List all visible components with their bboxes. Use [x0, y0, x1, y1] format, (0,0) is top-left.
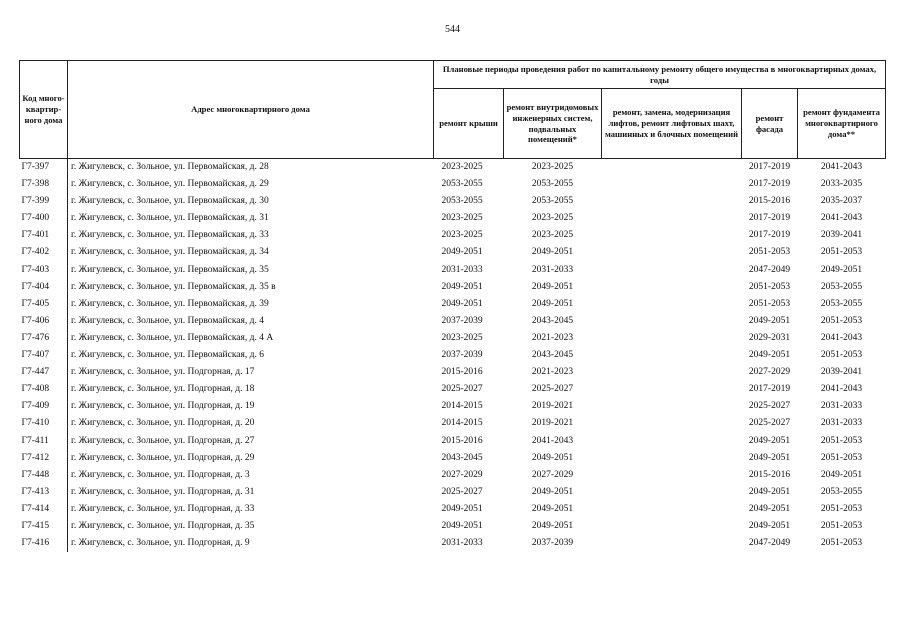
row-elevators — [602, 296, 742, 313]
row-code: Г7-398 — [20, 176, 68, 193]
row-elevators — [602, 501, 742, 518]
table-row — [20, 210, 886, 227]
table-row — [20, 381, 886, 398]
row-address: г. Жигулевск, с. Зольное, ул. Первомайская, д. 28 — [71, 162, 269, 172]
row-code: Г7-404 — [20, 279, 68, 296]
row-foundation: 2051-2053 — [820, 452, 863, 463]
row-code: Г7-410 — [20, 415, 68, 432]
row-elevators — [602, 193, 742, 210]
row-code: Г7-415 — [20, 518, 68, 535]
capital-repair-schedule-table — [19, 60, 886, 552]
row-address: г. Жигулевск, с. Зольное, ул. Первомайская, д. 29 — [71, 179, 269, 190]
row-elevators — [602, 398, 742, 415]
row-elevators — [602, 176, 742, 193]
row-foundation: 2051-2053 — [820, 315, 863, 326]
row-engineering: 2049-2051 — [531, 452, 574, 463]
row-code: Г7-411 — [20, 433, 68, 450]
row-facade: 2049-2051 — [748, 315, 791, 326]
row-elevators — [602, 159, 742, 177]
row-code: Г7-447 — [20, 364, 68, 381]
row-engineering: 2049-2051 — [531, 486, 574, 497]
row-engineering: 2019-2021 — [531, 418, 574, 429]
table-row — [20, 279, 886, 296]
row-foundation: 2051-2053 — [820, 435, 863, 446]
row-engineering: 2019-2021 — [531, 401, 574, 412]
table-row — [20, 518, 886, 535]
row-foundation: 2033-2035 — [820, 179, 863, 190]
row-roof: 2015-2016 — [441, 435, 483, 446]
row-roof: 2053-2055 — [441, 196, 483, 207]
row-engineering: 2049-2051 — [531, 247, 574, 258]
row-engineering: 2053-2055 — [531, 179, 574, 190]
header-facade: ремонт фасада — [742, 89, 798, 159]
row-roof: 2049-2051 — [441, 281, 483, 292]
row-elevators — [602, 227, 742, 244]
row-code: Г7-397 — [20, 159, 68, 177]
row-facade: 2015-2016 — [748, 196, 791, 207]
row-foundation: 2053-2055 — [820, 281, 863, 292]
row-roof: 2049-2051 — [441, 520, 483, 531]
table-row — [20, 364, 886, 381]
table-row — [20, 176, 886, 193]
row-address: г. Жигулевск, с. Зольное, ул. Первомайская, д. 35 — [71, 264, 269, 275]
row-engineering: 2023-2025 — [531, 213, 574, 224]
row-roof: 2049-2051 — [441, 298, 483, 309]
row-code: Г7-405 — [20, 296, 68, 313]
row-foundation: 2041-2043 — [820, 384, 863, 395]
table-row — [20, 501, 886, 518]
row-facade: 2049-2051 — [748, 486, 791, 497]
table-row — [20, 262, 886, 279]
row-facade: 2049-2051 — [748, 520, 791, 531]
row-address: г. Жигулевск, с. Зольное, ул. Подгорная, д. 18 — [71, 384, 255, 395]
row-elevators — [602, 518, 742, 535]
table-row — [20, 193, 886, 210]
row-engineering: 2049-2051 — [531, 520, 574, 531]
row-roof: 2027-2029 — [441, 469, 483, 480]
row-engineering: 2049-2051 — [531, 281, 574, 292]
row-roof: 2023-2025 — [441, 332, 483, 343]
header-code: Код много-квартир-ного дома — [20, 61, 68, 159]
row-foundation: 2053-2055 — [820, 486, 863, 497]
row-facade: 2047-2049 — [748, 264, 791, 275]
row-elevators — [602, 415, 742, 432]
table-row — [20, 313, 886, 330]
row-foundation: 2051-2053 — [820, 350, 863, 361]
row-elevators — [602, 450, 742, 467]
row-code: Г7-409 — [20, 398, 68, 415]
row-roof: 2014-2015 — [441, 418, 483, 429]
row-elevators — [602, 364, 742, 381]
header-elevators: ремонт, замена, модернизация лифтов, ремонт лифтовых шахт, машинных и блочных помещений — [602, 89, 742, 159]
row-foundation: 2051-2053 — [820, 520, 863, 531]
row-elevators — [602, 330, 742, 347]
row-facade: 2017-2019 — [748, 384, 791, 395]
row-engineering: 2037-2039 — [531, 538, 574, 549]
row-address: г. Жигулевск, с. Зольное, ул. Подгорная, д. 17 — [71, 367, 255, 378]
row-address: г. Жигулевск, с. Зольное, ул. Первомайская, д. 4 — [71, 315, 264, 326]
row-roof: 2015-2016 — [441, 367, 483, 378]
header-engineering: ремонт внутридомовых инженерных систем, подвальных помещений* — [504, 89, 602, 159]
row-code: Г7-401 — [20, 227, 68, 244]
header-foundation: ремонт фундамента многоквартирного дома** — [798, 89, 886, 159]
row-foundation: 2049-2051 — [820, 264, 863, 275]
row-roof: 2053-2055 — [441, 179, 483, 190]
row-foundation: 2041-2043 — [820, 162, 863, 172]
row-code: Г7-403 — [20, 262, 68, 279]
row-address: г. Жигулевск, с. Зольное, ул. Подгорная, д. 19 — [71, 401, 255, 412]
row-foundation: 2041-2043 — [820, 213, 863, 224]
table-row — [20, 415, 886, 432]
table-row — [20, 330, 886, 347]
row-roof: 2023-2025 — [441, 230, 483, 241]
row-facade: 2027-2029 — [748, 367, 791, 378]
row-engineering: 2041-2043 — [531, 435, 574, 446]
row-address: г. Жигулевск, с. Зольное, ул. Подгорная, д. 9 — [71, 538, 250, 549]
row-address: г. Жигулевск, с. Зольное, ул. Первомайская, д. 33 — [71, 230, 269, 241]
row-foundation: 2031-2033 — [820, 418, 863, 429]
row-address: г. Жигулевск, с. Зольное, ул. Первомайская, д. 30 — [71, 196, 269, 207]
page-number: 544 — [445, 24, 460, 35]
row-code: Г7-402 — [20, 244, 68, 261]
row-address: г. Жигулевск, с. Зольное, ул. Подгорная, д. 27 — [71, 435, 255, 446]
row-address: г. Жигулевск, с. Зольное, ул. Подгорная, д. 29 — [71, 452, 255, 463]
row-facade: 2049-2051 — [748, 350, 791, 361]
row-engineering: 2023-2025 — [531, 230, 574, 241]
row-code: Г7-448 — [20, 467, 68, 484]
row-engineering: 2025-2027 — [531, 384, 574, 395]
header-address: Адрес многоквартирного дома — [68, 61, 434, 159]
row-foundation: 2035-2037 — [820, 196, 863, 207]
row-roof: 2014-2015 — [441, 401, 483, 412]
row-engineering: 2043-2045 — [531, 315, 574, 326]
row-elevators — [602, 484, 742, 501]
row-address: г. Жигулевск, с. Зольное, ул. Первомайская, д. 31 — [71, 213, 269, 224]
row-engineering: 2053-2055 — [531, 196, 574, 207]
row-address: г. Жигулевск, с. Зольное, ул. Первомайская, д. 39 — [71, 298, 269, 309]
row-engineering: 2027-2029 — [531, 469, 574, 480]
row-roof: 2023-2025 — [441, 213, 483, 224]
row-code: Г7-407 — [20, 347, 68, 364]
row-elevators — [602, 535, 742, 552]
row-facade: 2049-2051 — [748, 452, 791, 463]
row-foundation: 2051-2053 — [820, 503, 863, 514]
row-address: г. Жигулевск, с. Зольное, ул. Подгорная, д. 35 — [71, 520, 255, 531]
row-facade: 2051-2053 — [748, 281, 791, 292]
row-code: Г7-400 — [20, 210, 68, 227]
table-row — [20, 433, 886, 450]
table-row — [20, 244, 886, 261]
row-engineering: 2021-2023 — [531, 332, 574, 343]
row-address: г. Жигулевск, с. Зольное, ул. Первомайская, д. 34 — [71, 247, 269, 258]
row-code: Г7-413 — [20, 484, 68, 501]
row-code: Г7-476 — [20, 330, 68, 347]
row-engineering: 2023-2025 — [531, 162, 574, 172]
row-facade: 2029-2031 — [748, 332, 791, 343]
row-elevators — [602, 262, 742, 279]
row-foundation: 2039-2041 — [820, 230, 863, 241]
row-facade: 2049-2051 — [748, 435, 791, 446]
row-code: Г7-408 — [20, 381, 68, 398]
row-address: г. Жигулевск, с. Зольное, ул. Подгорная, д. 3 — [71, 469, 250, 480]
table-row — [20, 450, 886, 467]
row-roof: 2037-2039 — [441, 315, 483, 326]
row-facade: 2017-2019 — [748, 162, 791, 172]
row-facade: 2051-2053 — [748, 247, 791, 258]
row-elevators — [602, 347, 742, 364]
row-address: г. Жигулевск, с. Зольное, ул. Первомайская, д. 4 А — [71, 332, 274, 343]
row-engineering: 2049-2051 — [531, 298, 574, 309]
row-code: Г7-416 — [20, 535, 68, 552]
row-code: Г7-412 — [20, 450, 68, 467]
row-roof: 2031-2033 — [441, 264, 483, 275]
row-elevators — [602, 244, 742, 261]
row-foundation: 2039-2041 — [820, 367, 863, 378]
row-address: г. Жигулевск, с. Зольное, ул. Подгорная, д. 31 — [71, 486, 255, 497]
row-facade: 2015-2016 — [748, 469, 791, 480]
row-roof: 2049-2051 — [441, 247, 483, 258]
row-facade: 2051-2053 — [748, 298, 791, 309]
row-roof: 2025-2027 — [441, 486, 483, 497]
row-code: Г7-414 — [20, 501, 68, 518]
row-code: Г7-399 — [20, 193, 68, 210]
row-facade: 2049-2051 — [748, 503, 791, 514]
table-row — [20, 535, 886, 552]
row-roof: 2025-2027 — [441, 384, 483, 395]
row-roof: 2049-2051 — [441, 503, 483, 514]
row-address: г. Жигулевск, с. Зольное, ул. Подгорная, д. 20 — [71, 418, 255, 429]
row-elevators — [602, 279, 742, 296]
row-facade: 2017-2019 — [748, 213, 791, 224]
row-facade: 2025-2027 — [748, 401, 791, 412]
table-row — [20, 467, 886, 484]
table-row — [20, 398, 886, 415]
row-foundation: 2051-2053 — [820, 247, 863, 258]
row-elevators — [602, 467, 742, 484]
row-facade: 2025-2027 — [748, 418, 791, 429]
row-address: г. Жигулевск, с. Зольное, ул. Первомайская, д. 35 в — [71, 281, 276, 292]
header-periods-group: Плановые периоды проведения работ по капитальному ремонту общего имущества в многоквартирных домах, годы — [434, 61, 886, 89]
row-code: Г7-406 — [20, 313, 68, 330]
row-roof: 2031-2033 — [441, 538, 483, 549]
row-engineering: 2021-2023 — [531, 367, 574, 378]
row-address: г. Жигулевск, с. Зольное, ул. Подгорная, д. 33 — [71, 503, 255, 514]
row-engineering: 2043-2045 — [531, 350, 574, 361]
row-elevators — [602, 381, 742, 398]
row-foundation: 2041-2043 — [820, 332, 863, 343]
row-facade: 2017-2019 — [748, 230, 791, 241]
row-elevators — [602, 210, 742, 227]
row-roof: 2043-2045 — [441, 452, 483, 463]
table-row — [20, 484, 886, 501]
row-roof: 2037-2039 — [441, 350, 483, 361]
row-foundation: 2031-2033 — [820, 401, 863, 412]
row-roof: 2023-2025 — [441, 162, 483, 172]
row-elevators — [602, 313, 742, 330]
table-body — [20, 159, 886, 553]
row-facade: 2047-2049 — [748, 538, 791, 549]
table-row — [20, 296, 886, 313]
row-engineering: 2049-2051 — [531, 503, 574, 514]
table-row — [20, 227, 886, 244]
table-row — [20, 347, 886, 364]
row-elevators — [602, 433, 742, 450]
row-address: г. Жигулевск, с. Зольное, ул. Первомайская, д. 6 — [71, 350, 264, 361]
row-foundation: 2051-2053 — [820, 538, 863, 549]
row-facade: 2017-2019 — [748, 179, 791, 190]
table-row — [20, 159, 886, 177]
header-roof: ремонт крыши — [434, 89, 504, 159]
row-foundation: 2049-2051 — [820, 469, 863, 480]
row-engineering: 2031-2033 — [531, 264, 574, 275]
row-foundation: 2053-2055 — [820, 298, 863, 309]
